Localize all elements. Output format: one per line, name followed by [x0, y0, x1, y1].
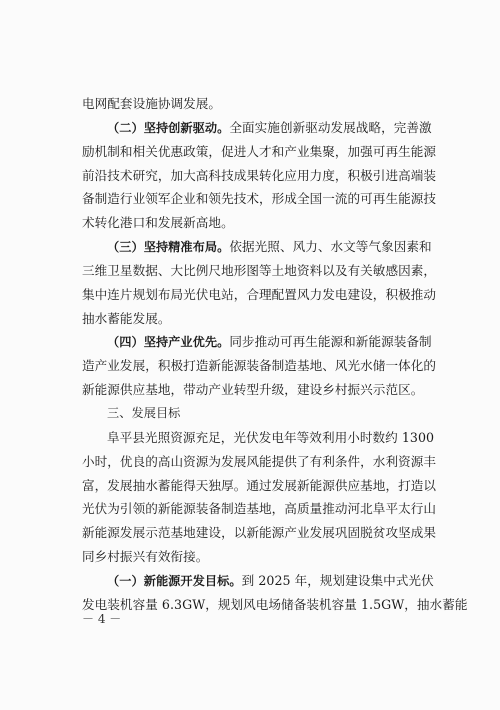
- text-line: [82, 235, 432, 259]
- text-line: 新能源发展示范基地建设，以新能源产业发展巩固脱贫攻坚成果: [82, 525, 437, 541]
- text-line: 同乡村振兴有效衔接。: [82, 549, 209, 565]
- text-line: 造产业发展，积极打造新能源装备制造基地、风光水储一体化的: [82, 358, 437, 374]
- text-line: 三维卫星数据、大比例尺地形图等土地资料以及有关敏感因素，: [82, 262, 437, 278]
- bold-label: （四）坚持产业优先。: [107, 335, 230, 350]
- text-line: 励机制和相关优惠政策，促进人才和产业集聚，加强可再生能源: [82, 143, 437, 159]
- text-line: 前沿技术研究，加大高科技成果转化应用力度，积极引进高端装: [82, 167, 437, 183]
- text-line: 阜平县光照资源充足，光伏发电年等效利用小时数约 1300: [107, 429, 435, 445]
- body-text: [82, 92, 468, 617]
- text-span: 全面实施创新驱动发展战略，完善激: [229, 119, 432, 135]
- text-line: 电网配套设施协调发展。: [82, 96, 222, 111]
- text-span: 同步推动可再生能源和新能源装备制: [229, 334, 432, 350]
- text-span: 到 2025 年，规划建设集中式光伏: [241, 572, 434, 588]
- text-line: [82, 330, 432, 354]
- bold-label: （一）新能源开发目标。: [107, 573, 242, 588]
- text-line: [82, 116, 432, 140]
- text-line: 备制造行业领军企业和领先技术，形成全国一流的可再生能源技: [82, 191, 437, 207]
- text-line: 新能源供应基地，带动产业转型升级，建设乡村振兴示范区。: [82, 382, 424, 398]
- section-heading: 三、发展目标: [107, 405, 181, 420]
- text-line: 小时，优良的高山资源为发展风能提供了有利条件，水利资源丰: [82, 453, 437, 469]
- text-line: 富，发展抽水蓄能得天独厚。通过发展新能源供应基地，打造以: [82, 477, 437, 493]
- text-span: 依据光照、风力、水文等气象因素和: [229, 239, 432, 255]
- text-line: [82, 569, 434, 593]
- page-number: － 4 －: [82, 612, 122, 626]
- text-line: 发电装机容量 6.3GW，规划风电场储备装机容量 1.5GW，抽水蓄能: [82, 596, 468, 612]
- bold-label: （二）坚持创新驱动。: [107, 120, 230, 135]
- text-line: 抽水蓄能发展。: [82, 310, 171, 326]
- text-line: 集中连片规划布局光伏电站，合理配置风力发电建设，积极推动: [82, 286, 437, 302]
- text-line: 术转化港口和发展新高地。: [82, 215, 234, 231]
- bold-label: （三）坚持精准布局。: [107, 240, 230, 255]
- text-line: 光伏为引领的新能源装备制造基地，高质量推动河北阜平太行山: [82, 501, 437, 517]
